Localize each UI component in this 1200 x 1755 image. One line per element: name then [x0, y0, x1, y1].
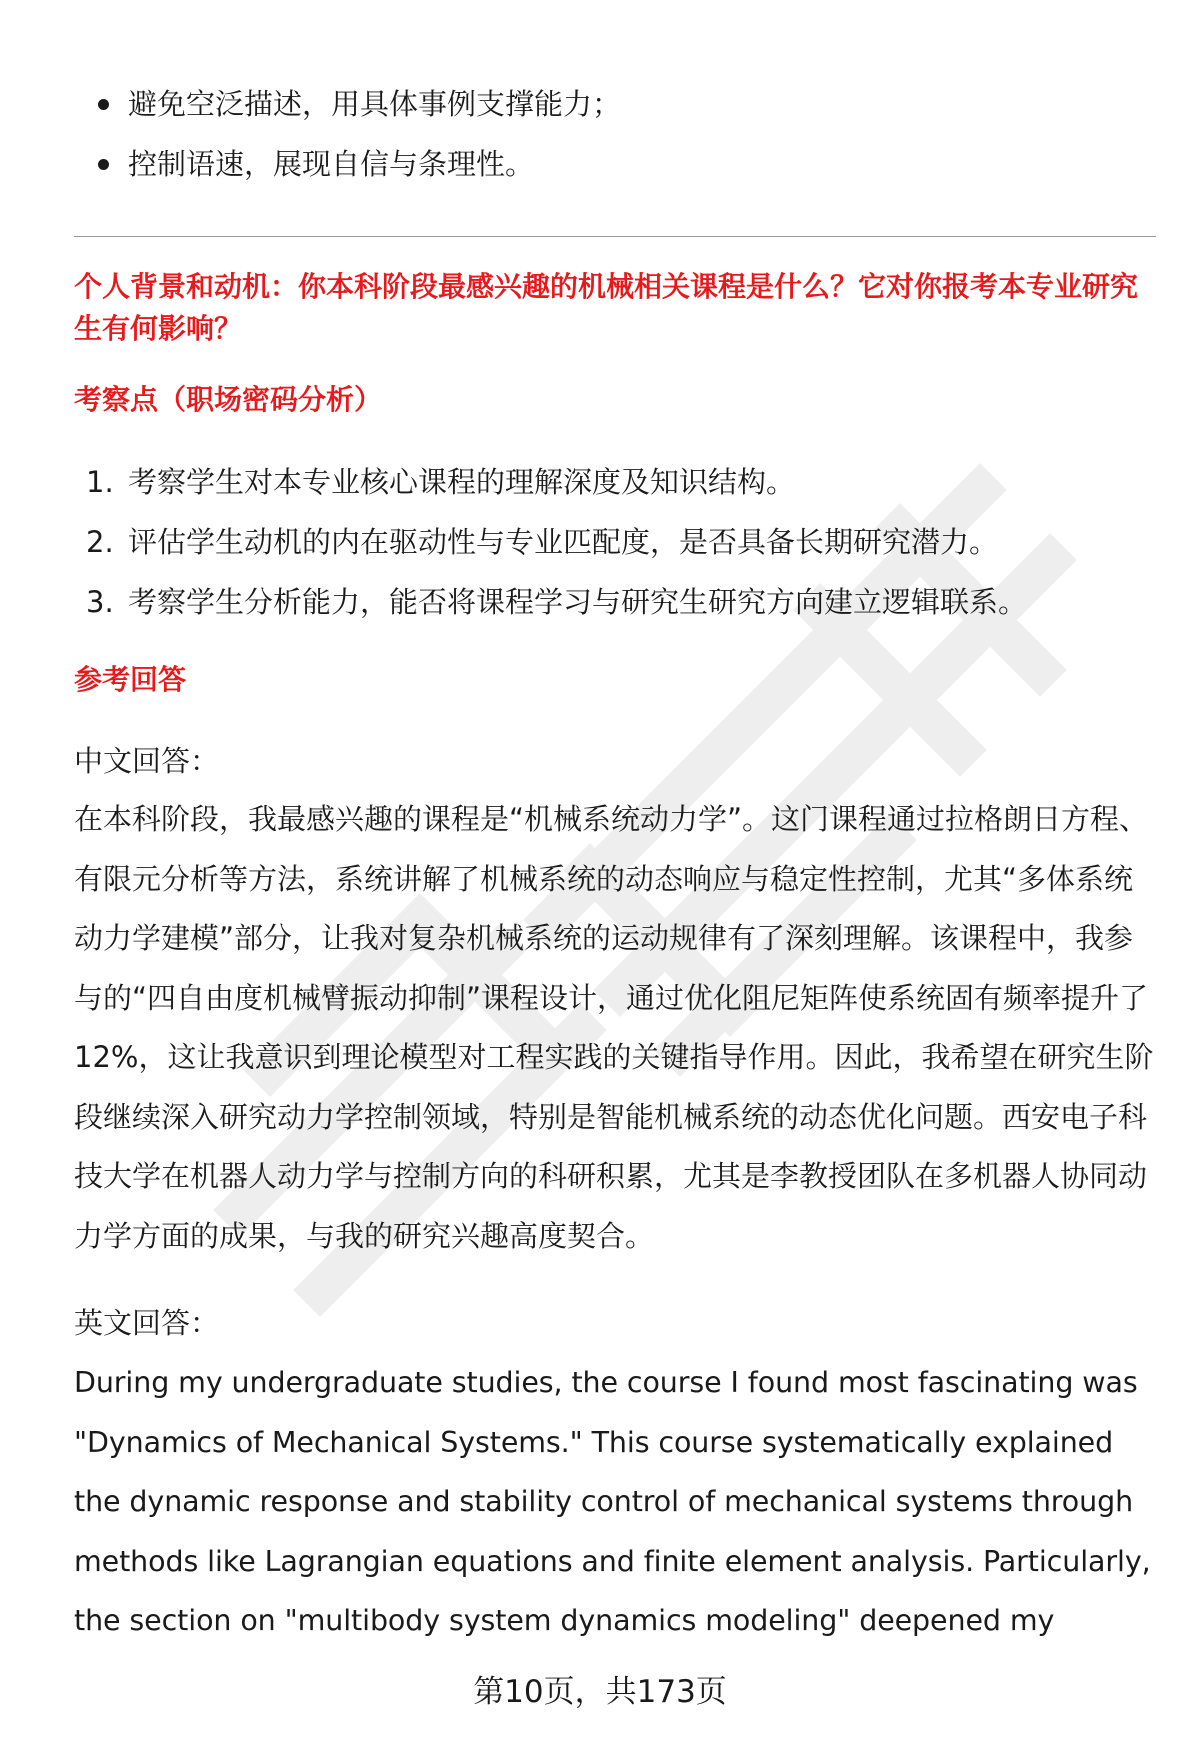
reference-answer-heading: 参考回答 — [74, 663, 187, 696]
item-number: 2. — [86, 525, 114, 559]
page-footer: 第10页，共173页 — [473, 1674, 727, 1710]
bullet-icon — [98, 159, 109, 170]
item-number: 3. — [86, 585, 114, 619]
list-item: 2. 评估学生动机的内在驱动性与专业匹配度，是否具备长期研究潜力。 — [74, 512, 1027, 572]
exam-points-heading: 考察点（职场密码分析） — [74, 383, 383, 416]
list-item: 避免空泛描述，用具体事例支撑能力； — [74, 74, 621, 134]
tips-list — [74, 74, 621, 194]
english-answer-label: 英文回答： — [74, 1306, 220, 1340]
list-item: 3. 考察学生分析能力，能否将课程学习与研究生研究方向建立逻辑联系。 — [74, 572, 1027, 632]
list-item: 1. 考察学生对本专业核心课程的理解深度及知识结构。 — [74, 452, 1027, 512]
list-item: 控制语速，展现自信与条理性。 — [74, 134, 621, 194]
section-divider — [74, 236, 1156, 237]
exam-points-list — [74, 452, 1027, 632]
question-heading: 个人背景和动机：你本科阶段最感兴趣的机械相关课程是什么？它对你报考本专业研究生有何影响？ — [74, 270, 1139, 345]
document-page — [74, 0, 1156, 1755]
item-number: 1. — [86, 465, 114, 499]
bullet-icon — [98, 99, 109, 110]
english-answer: During my undergraduate studies, the course I found most fascinating was "Dynamics of Mechanical Systems." This course systematically explained the dynamic response and stability control of mechanical systems through methods like Lagrangian equations and finite element analysis. Particularly, the section on "multibody system dynamics modeling" deepened my — [74, 1366, 1151, 1637]
chinese-answer: 在本科阶段，我最感兴趣的课程是“机械系统动力学”。这门课程通过拉格朗日方程、有限元分析等方法，系统讲解了机械系统的动态响应与稳定性控制，尤其“多体系统动力学建模”部分，让我对复杂机械系统的运动规律有了深刻理解。该课程中，我参与的“四自由度机械臂振动抑制”课程设计，通过优化阻尼矩阵使系统固有频率提升了12%，这让我意识到理论模型对工程实践的关键指导作用。因此，我希望在研究生阶段继续深入研究动力学控制领域，特别是智能机械系统的动态优化问题。西安电子科技大学在机器人动力学与控制方向的科研积累，尤其是李教授团队在多机器人协同动力学方面的成果，与我的研究兴趣高度契合。 — [74, 802, 1154, 1253]
chinese-answer-label: 中文回答： — [74, 744, 220, 778]
